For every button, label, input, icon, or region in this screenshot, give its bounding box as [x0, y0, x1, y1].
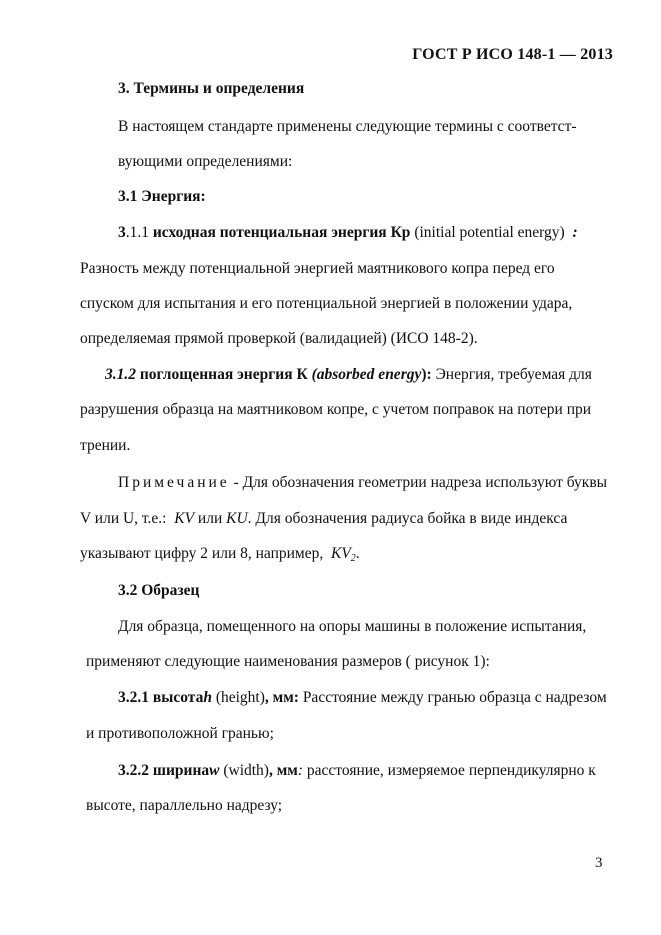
term-3-2-2-unit: , мм [268, 762, 298, 779]
note-label: Примечание [118, 474, 230, 491]
note-kv: KV [174, 510, 195, 527]
term-3-2-1-line1 [118, 689, 607, 707]
term-3-1-1-english: (initial potential energy) [414, 224, 565, 241]
note-line2-end: . Для обозначения радиуса бойка в виде индекса [247, 510, 568, 527]
section-3-intro-line1: В настоящем стандарте применены следующие термины с соответст- [118, 118, 577, 135]
term-3-1-2-close: ): [421, 366, 432, 383]
note-line2-start: V или U, т.е.: [80, 510, 167, 527]
section-3-1-title: 3.1 Энергия: [118, 188, 206, 205]
term-3-1-1-line1 [118, 224, 578, 242]
term-3-1-1-line3: спуском для испытания и его потенциальной энергией в положении удара, [80, 295, 573, 312]
page-number: 3 [595, 855, 603, 871]
term-3-1-1-colon: : [572, 224, 578, 241]
term-3-1-1-num-a: 3 [118, 224, 126, 241]
note-kv2-sub: 2 [350, 553, 356, 564]
term-3-1-2-line2: разрушения образца на маятниковом копре, с учетом поправок на потери при [80, 401, 592, 418]
term-3-2-2-english: (width) [223, 762, 269, 779]
term-3-2-2-symbol: w [209, 762, 220, 779]
note-line3-start: указывают цифру 2 или 8, например, [80, 545, 324, 562]
term-3-2-2-colon: : [297, 762, 304, 779]
term-3-2-2-num: 3.2.2 [118, 762, 149, 779]
term-3-1-2-num: 3.1.2 [105, 366, 136, 383]
term-3-1-1-num-b: .1.1 [125, 224, 149, 241]
term-3-2-1-unit: , мм: [264, 689, 299, 706]
term-3-2-2-definition: расстояние, измеряемое перпендикулярно к [306, 762, 596, 779]
term-3-2-1-definition: Расстояние между гранью образца с надрезом [302, 689, 607, 706]
note-line1 [118, 474, 607, 492]
note-line3 [80, 545, 360, 564]
section-3-intro-line2: вующими определениями: [118, 153, 293, 170]
document-header: ГОСТ Р ИСО 148-1 — 2013 [412, 46, 613, 63]
term-3-2-1-term: высота [152, 689, 204, 706]
term-3-1-1-term: исходная потенциальная энергия Кр [152, 224, 411, 241]
term-3-1-2-definition: Энергия, требуемая для [435, 366, 592, 383]
term-3-2-1-symbol: h [203, 689, 212, 706]
term-3-1-2-english: (absorbed energy [311, 366, 422, 383]
note-kv2: KV [330, 545, 351, 562]
note-text1: - Для обозначения геометрии надреза используют буквы [233, 474, 608, 491]
section-3-title: 3. Термины и определения [118, 80, 305, 97]
term-3-1-1-line2: Разность между потенциальной энергией маятникового копра перед его [80, 260, 555, 277]
term-3-2-1-line2: и противоположной гранью; [86, 725, 274, 742]
section-3-2-title: 3.2 Образец [118, 582, 200, 599]
term-3-2-1-num: 3.2.1 [118, 689, 149, 706]
section-3-2-intro-line1: Для образца, помещенного на опоры машины в положение испытания, [118, 618, 587, 635]
note-dot: . [355, 545, 360, 562]
note-ku: KU [226, 510, 248, 527]
section-3-2-intro-line2: применяют следующие наименования размеров ( рисунок 1): [86, 653, 490, 670]
term-3-2-2-line1 [118, 762, 596, 780]
note-or: или [197, 510, 223, 527]
term-3-1-2-line3: трении. [80, 437, 131, 454]
term-3-1-2-term: поглощенная энергия К [139, 366, 308, 383]
term-3-2-1-english: (height) [215, 689, 265, 706]
term-3-1-1-line4: определяемая прямой проверкой (валидацией) (ИСО 148-2). [80, 330, 478, 347]
term-3-2-2-term: ширина [152, 762, 210, 779]
term-3-2-2-line2: высоте, параллельно надрезу; [86, 797, 283, 814]
term-3-1-2-line1 [105, 366, 592, 384]
note-line2 [80, 510, 567, 528]
